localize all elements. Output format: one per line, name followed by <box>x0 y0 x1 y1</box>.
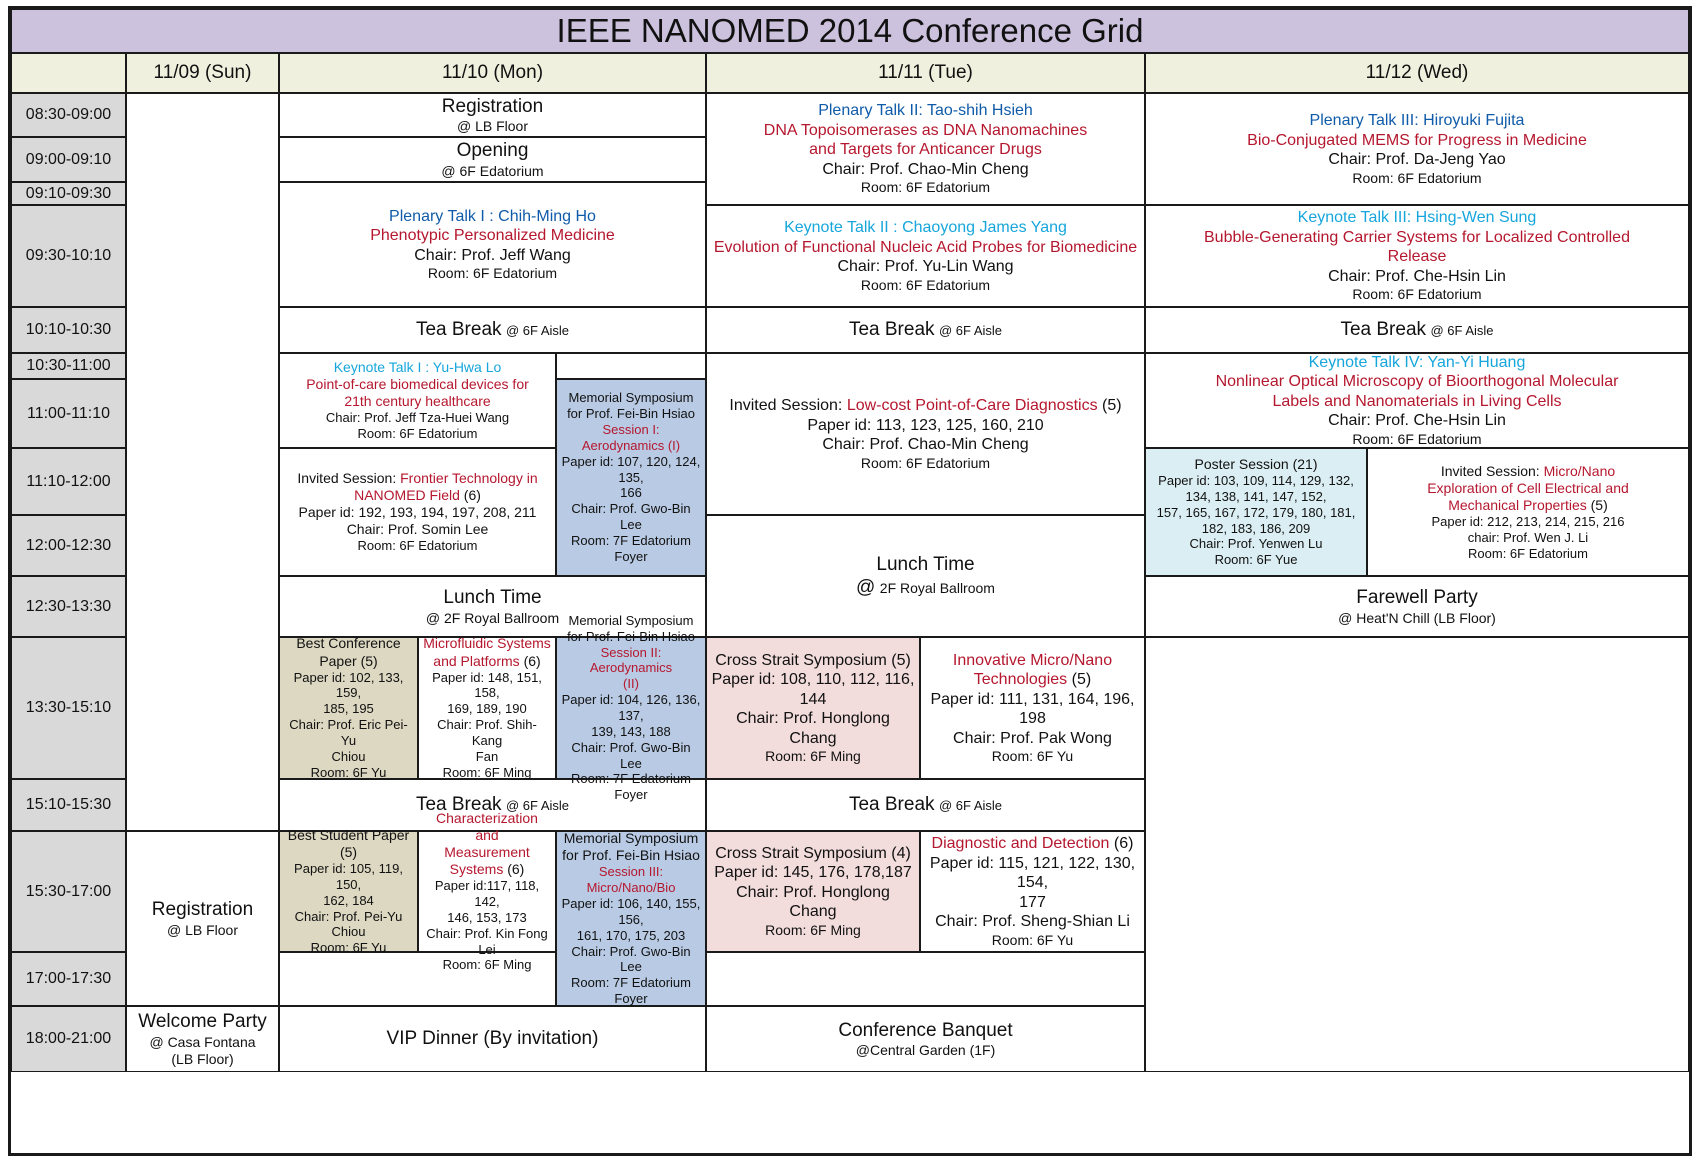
talk-topic: Labels and Nanomaterials in Living Cells <box>1272 392 1562 410</box>
event-title: VIP Dinner (By invitation) <box>386 1028 599 1050</box>
session-title: Poster Session <box>1194 455 1289 472</box>
time-slot <box>11 182 126 205</box>
paper-ids: Paper id: 108, 110, 112, 116, 144 <box>711 671 915 708</box>
talk-chair: Chair: Prof. Jeff Wang <box>414 246 571 264</box>
mon-memorial-symposium-1 <box>556 379 706 576</box>
talk-topic: Evolution of Functional Nucleic Acid Probes for Biomedicine <box>713 238 1138 256</box>
tue-tea-break-1 <box>706 307 1145 353</box>
session-title: Technologies <box>973 671 1068 689</box>
event-title: Tea Break <box>848 794 935 816</box>
header-day-sun <box>126 53 279 93</box>
mon-tea-break-1 <box>279 307 706 353</box>
paper-ids: Paper id: 105, 119, 150, <box>294 861 403 892</box>
event-location: @ LB Floor <box>456 118 528 135</box>
time-slot <box>11 952 126 1006</box>
talk-label: Keynote Talk III: Hsing-Wen Sung <box>1297 209 1537 227</box>
paper-ids: 169, 189, 190 <box>447 701 527 717</box>
sun-registration <box>126 831 279 1006</box>
event-location: (LB Floor) <box>171 1050 234 1067</box>
talk-room: Room: 6F Edatorium <box>1352 286 1482 303</box>
session-room: Room: 6F Ming <box>442 957 532 973</box>
talk-chair: Chair: Prof. Che-Hsin Lin <box>1328 267 1506 285</box>
event-title: Tea Break <box>415 794 502 816</box>
talk-topic: Phenotypic Personalized Medicine <box>370 227 615 245</box>
event-title: Farewell Party <box>1356 587 1478 609</box>
session-topic: Session II: Aerodynamics <box>589 644 673 676</box>
tue-empty-slot <box>706 952 1145 1006</box>
session-topic: Exploration of Cell Electrical and <box>1427 479 1629 496</box>
wed-keynote-talk-3 <box>1145 205 1689 307</box>
tue-cross-strait-symposium-1 <box>706 637 920 779</box>
paper-count: (5) <box>1071 671 1092 689</box>
talk-label: Plenary Talk I : Chih-Ming Ho <box>389 207 596 225</box>
session-title: Paper <box>319 652 357 669</box>
time-label: 09:30-10:10 <box>25 247 112 265</box>
session-title: Memorial Symposium <box>563 830 699 847</box>
paper-ids: Paper id: 106, 140, 155, 156, <box>561 895 701 927</box>
session-room: Room: 6F Edatorium <box>860 454 991 471</box>
session-title: Innovative Micro/Nano <box>952 651 1113 669</box>
sun-welcome-party <box>126 1006 279 1072</box>
session-room: Room: 6F Yu <box>991 748 1074 765</box>
paper-count: (5) <box>360 652 378 669</box>
talk-room: Room: 6F Edatorium <box>860 276 991 293</box>
session-chair: Chair: Prof. Yenwen Lu <box>1189 536 1323 552</box>
session-prefix: Invited Session: <box>297 469 397 486</box>
tue-diagnostic-detection <box>920 831 1145 952</box>
session-chair: Chair: Prof. Honglong Chang <box>736 883 890 921</box>
paper-ids: Paper id: 113, 123, 125, 160, 210 <box>807 416 1044 434</box>
talk-chair: Chair: Prof. Yu-Lin Wang <box>837 258 1014 276</box>
mon-best-student-paper <box>279 826 418 956</box>
sun-empty-block <box>126 93 279 831</box>
header-corner <box>11 53 126 93</box>
session-room: Room: 7F Edatorium Foyer <box>571 533 691 564</box>
talk-room: Room: 6F Edatorium <box>427 265 558 282</box>
event-location: @ 6F Aisle <box>505 798 570 814</box>
session-chair: Fan <box>475 748 499 764</box>
time-label: 18:00-21:00 <box>25 1030 112 1048</box>
time-label: 09:00-09:10 <box>25 150 112 168</box>
event-location: @ Heat'N Chill (LB Floor) <box>1338 609 1496 626</box>
event-location: @ LB Floor <box>166 921 238 938</box>
time-label: 15:10-15:30 <box>25 796 112 814</box>
talk-label: Keynote Talk IV: Yan-Yi Huang <box>1308 353 1526 371</box>
paper-ids: Paper id: 107, 120, 124, 135, <box>561 453 701 485</box>
time-slot <box>11 515 126 576</box>
tue-tea-break-2 <box>706 779 1145 831</box>
mon-invited-session <box>279 448 556 576</box>
session-room: Room: 6F Edatorium <box>1468 545 1588 561</box>
talk-topic: Nonlinear Optical Microscopy of Bioorthogonal Molecular <box>1215 373 1619 391</box>
session-chair: Chair: Prof. Chao-Min Cheng <box>822 436 1029 454</box>
paper-ids: 161, 170, 175, 203 <box>576 927 686 943</box>
session-topic: Frontier Technology in <box>400 469 538 486</box>
time-label: 11:10-12:00 <box>26 472 111 490</box>
talk-topic: Release <box>1387 248 1447 266</box>
session-room: Room: 6F Yu <box>991 931 1074 948</box>
session-room: Room: 6F Yue <box>1214 552 1298 568</box>
time-label: 11:00-11:10 <box>26 404 111 422</box>
session-room: Room: 6F Ming <box>442 764 532 780</box>
paper-ids: Paper id: 111, 131, 164, 196, 198 <box>930 690 1135 728</box>
paper-count: (6) <box>1113 835 1134 853</box>
paper-count: (21) <box>1292 455 1318 472</box>
paper-count: (5) <box>339 843 358 860</box>
time-slot <box>11 379 126 448</box>
session-room: Room: 6F Edatorium <box>357 538 478 554</box>
time-slot <box>11 205 126 307</box>
talk-room: Room: 6F Edatorium <box>1352 431 1482 447</box>
session-chair: Chair: Prof. Pak Wong <box>953 729 1112 747</box>
paper-ids: Paper id: 145, 176, 178,187 <box>714 864 912 882</box>
session-chair: Chair: Prof. Eric Pei-Yu <box>289 717 408 749</box>
wed-tea-break <box>1145 307 1689 353</box>
talk-chair: Chair: Prof. Da-Jeng Yao <box>1328 151 1506 169</box>
tue-lunch <box>706 515 1145 637</box>
paper-count: (6) <box>523 652 541 669</box>
mon-microfluidic-systems <box>418 637 556 779</box>
session-title: Cross Strait Symposium <box>715 844 887 862</box>
time-label: 12:30-13:30 <box>25 597 112 615</box>
mon-characterization-systems <box>418 809 556 973</box>
session-title: for Prof. Fei-Bin Hsiao <box>562 847 700 864</box>
session-title: and Platforms <box>433 652 520 669</box>
session-room: Room: 6F Yu <box>310 764 387 780</box>
time-label: 13:30-15:10 <box>25 699 112 717</box>
wed-farewell-party <box>1145 576 1689 637</box>
session-chair: Chair: Prof. Shih-Kang <box>437 717 537 749</box>
paper-ids: Paper id: 103, 109, 114, 129, 132, <box>1158 472 1354 488</box>
session-title: for Prof. Fei-Bin Hsiao <box>567 406 695 422</box>
conference-grid <box>8 6 1692 1156</box>
mon-plenary-talk-1 <box>279 182 706 307</box>
tue-innovative-technologies <box>920 637 1145 779</box>
event-title: Tea Break <box>848 319 935 341</box>
paper-ids: 185, 195 <box>323 701 374 717</box>
paper-ids: Paper id:117, 118, 142, <box>434 878 540 909</box>
event-location: @ 2F Royal Ballroom <box>425 609 560 626</box>
session-prefix: Invited Session: <box>729 397 843 415</box>
paper-ids: Paper id: 104, 126, 136, 137, <box>561 692 701 723</box>
session-chair: Chair: Prof. Sheng-Shian Li <box>935 913 1130 931</box>
paper-ids: 182, 183, 186, 209 <box>1201 520 1311 536</box>
header-day-mon <box>279 53 706 93</box>
paper-count: (6) <box>507 861 525 877</box>
session-title: for Prof. Fei-Bin Hsiao <box>567 628 695 644</box>
day-label: 11/12 (Wed) <box>1365 62 1469 84</box>
mon-memorial-symposium-3 <box>556 831 706 1006</box>
talk-chair: Chair: Prof. Chao-Min Cheng <box>822 160 1029 178</box>
tue-conference-banquet <box>706 1006 1145 1072</box>
session-topic: (II) <box>623 676 639 692</box>
paper-count: (6) <box>463 486 481 503</box>
session-chair: Chair: Prof. Somin Lee <box>346 521 489 538</box>
session-title: Characterization and <box>436 809 538 843</box>
time-slot <box>11 779 126 831</box>
event-title: Registration <box>441 95 544 117</box>
paper-ids: Paper id: 212, 213, 214, 215, 216 <box>1431 513 1625 529</box>
session-chair: chair: Prof. Wen J. Li <box>1467 529 1589 545</box>
session-title: Microfluidic Systems <box>423 635 551 652</box>
tue-invited-session <box>706 353 1145 515</box>
paper-count: (5) <box>1590 496 1608 513</box>
session-chair: Chair: Prof. Kin Fong Lei <box>426 925 548 957</box>
event-title: Tea Break <box>415 319 502 341</box>
event-title: Welcome Party <box>138 1011 267 1033</box>
time-slot <box>11 637 126 779</box>
paper-ids: 162, 184 <box>323 892 374 908</box>
tue-keynote-talk-2 <box>706 205 1145 307</box>
mon-vip-dinner <box>279 1006 706 1072</box>
event-location: @ 6F Aisle <box>1430 323 1494 339</box>
session-chair: Chair: Prof. Honglong Chang <box>736 710 890 747</box>
wed-empty-block <box>1145 637 1689 1072</box>
talk-room: Room: 6F Edatorium <box>1352 169 1482 186</box>
tue-plenary-talk-2 <box>706 93 1145 205</box>
mon-empty-slot <box>279 952 556 1006</box>
paper-ids: 177 <box>1019 893 1046 911</box>
day-label: 11/11 (Tue) <box>878 62 973 84</box>
talk-label: Plenary Talk III: Hiroyuki Fujita <box>1309 112 1525 130</box>
at-sign: @ <box>856 577 876 598</box>
talk-topic: Point-of-care biomedical devices for <box>306 376 529 393</box>
wed-poster-session <box>1145 448 1367 576</box>
time-slot <box>11 307 126 353</box>
talk-topic: Bio-Conjugated MEMS for Progress in Medicine <box>1247 131 1587 149</box>
session-topic: NANOMED Field <box>354 486 460 503</box>
session-title: Diagnostic and Detection <box>931 835 1110 853</box>
event-title: Opening <box>456 140 529 162</box>
paper-ids: 139, 143, 188 <box>591 723 671 739</box>
time-slot <box>11 831 126 952</box>
paper-count: (5) <box>1102 397 1122 415</box>
mon-keynote-talk-1 <box>279 353 556 448</box>
talk-label: Plenary Talk II: Tao-shih Hsieh <box>818 102 1033 120</box>
time-slot <box>11 576 126 637</box>
time-label: 09:10-09:30 <box>25 184 112 202</box>
event-location: @Central Garden (1F) <box>855 1042 996 1059</box>
session-room: Room: 7F Edatorium Foyer <box>571 975 691 1007</box>
talk-label: Keynote Talk II : Chaoyong James Yang <box>784 219 1067 237</box>
event-location: @ Casa Fontana <box>149 1033 256 1050</box>
time-slot <box>11 1006 126 1072</box>
session-title: Systems <box>449 861 504 877</box>
talk-chair: Chair: Prof. Che-Hsin Lin <box>1328 412 1506 430</box>
mon-best-conference-paper <box>279 637 418 779</box>
day-label: 11/09 (Sun) <box>153 62 252 84</box>
session-topic: Micro/Nano <box>1543 462 1616 479</box>
session-title: Measurement <box>444 843 530 860</box>
session-room: Room: 6F Ming <box>765 748 861 765</box>
day-label: 11/10 (Mon) <box>441 62 544 84</box>
event-location: @ 6F Aisle <box>938 798 1003 814</box>
session-topic: Session III: <box>598 864 664 880</box>
time-slot <box>11 137 126 182</box>
session-topic: Session I: Aerodynamics (I) <box>581 421 681 453</box>
page-title <box>11 9 1689 53</box>
time-slot <box>11 353 126 379</box>
talk-topic: and Targets for Anticancer Drugs <box>809 141 1042 159</box>
session-title: Memorial Symposium <box>568 612 694 628</box>
session-chair: Chiou <box>331 748 366 764</box>
event-location: @ 6F Aisle <box>938 323 1003 339</box>
talk-label: Keynote Talk I : Yu-Hwa Lo <box>333 359 502 376</box>
session-title: Cross Strait Symposium <box>715 651 887 669</box>
time-label: 12:00-12:30 <box>25 536 112 554</box>
talk-chair: Chair: Prof. Jeff Tza-Huei Wang <box>325 410 510 426</box>
mon-opening <box>279 137 706 182</box>
event-location: @ 6F Edatorium <box>441 162 544 179</box>
session-chair: Chair: Prof. Gwo-Bin Lee <box>571 943 691 975</box>
time-slot <box>11 93 126 137</box>
talk-room: Room: 6F Edatorium <box>357 426 478 442</box>
mon-empty-slot <box>556 353 706 379</box>
paper-ids: Paper id: 115, 121, 122, 130, 154, <box>929 854 1136 892</box>
session-topic: Low-cost Point-of-Care Diagnostics <box>846 397 1098 415</box>
talk-topic: Bubble-Generating Carrier Systems for Localized Controlled <box>1204 228 1630 246</box>
paper-count: (5) <box>891 651 911 669</box>
talk-topic: 21th century healthcare <box>344 393 491 410</box>
session-prefix: Invited Session: <box>1440 462 1540 479</box>
title-text: IEEE NANOMED 2014 Conference Grid <box>556 11 1144 49</box>
wed-plenary-talk-3 <box>1145 93 1689 205</box>
session-title: Memorial Symposium <box>568 390 694 406</box>
tue-cross-strait-symposium-2 <box>706 831 920 952</box>
header-day-tue <box>706 53 1145 93</box>
time-label: 10:10-10:30 <box>25 321 112 339</box>
event-location: 2F Royal Ballroom <box>879 580 995 596</box>
time-label: 15:30-17:00 <box>25 882 112 900</box>
mon-registration <box>279 93 706 137</box>
paper-ids: 134, 138, 141, 147, 152, <box>1185 488 1327 504</box>
event-location: @ 6F Aisle <box>505 323 570 339</box>
talk-room: Room: 6F Edatorium <box>860 179 991 196</box>
event-title: Lunch Time <box>876 553 975 575</box>
paper-ids: Paper id: 148, 151, 158, <box>432 669 542 701</box>
session-chair: Chair: Prof. Gwo-Bin Lee <box>571 501 691 533</box>
session-topic: Mechanical Properties <box>1448 496 1587 513</box>
event-title: Conference Banquet <box>838 1019 1013 1041</box>
time-label: 08:30-09:00 <box>25 106 112 124</box>
paper-ids: 146, 153, 173 <box>447 909 527 925</box>
event-title: Lunch Time <box>443 587 542 609</box>
time-label: 17:00-17:30 <box>25 970 112 988</box>
wed-keynote-talk-4 <box>1145 353 1689 448</box>
event-title: Registration <box>151 899 254 921</box>
session-topic: Micro/Nano/Bio <box>586 880 676 896</box>
session-title: Best Conference <box>296 635 401 652</box>
session-room: Room: 6F Ming <box>765 921 861 938</box>
session-chair: Chair: Prof. Gwo-Bin Lee <box>571 739 691 771</box>
wed-invited-session <box>1367 448 1689 576</box>
paper-ids: Paper id: 192, 193, 194, 197, 208, 211 <box>298 504 537 521</box>
session-title: Best Student Paper <box>287 826 410 843</box>
time-label: 10:30-11:00 <box>26 357 111 375</box>
mon-memorial-symposium-2 <box>556 612 706 803</box>
paper-ids: Paper id: 102, 133, 159, <box>293 669 404 701</box>
time-slot <box>11 448 126 515</box>
session-room: Room: 7F Edatorium Foyer <box>571 771 691 803</box>
session-room: Room: 6F Yu <box>310 940 387 956</box>
paper-ids: 166 <box>620 485 642 501</box>
session-chair: Chair: Prof. Pei-Yu Chiou <box>294 908 403 940</box>
paper-count: (4) <box>891 844 911 862</box>
paper-ids: 157, 165, 167, 172, 179, 180, 181, <box>1156 504 1356 520</box>
header-day-wed <box>1145 53 1689 93</box>
event-title: Tea Break <box>1340 319 1427 341</box>
talk-topic: DNA Topoisomerases as DNA Nanomachines <box>763 121 1088 139</box>
